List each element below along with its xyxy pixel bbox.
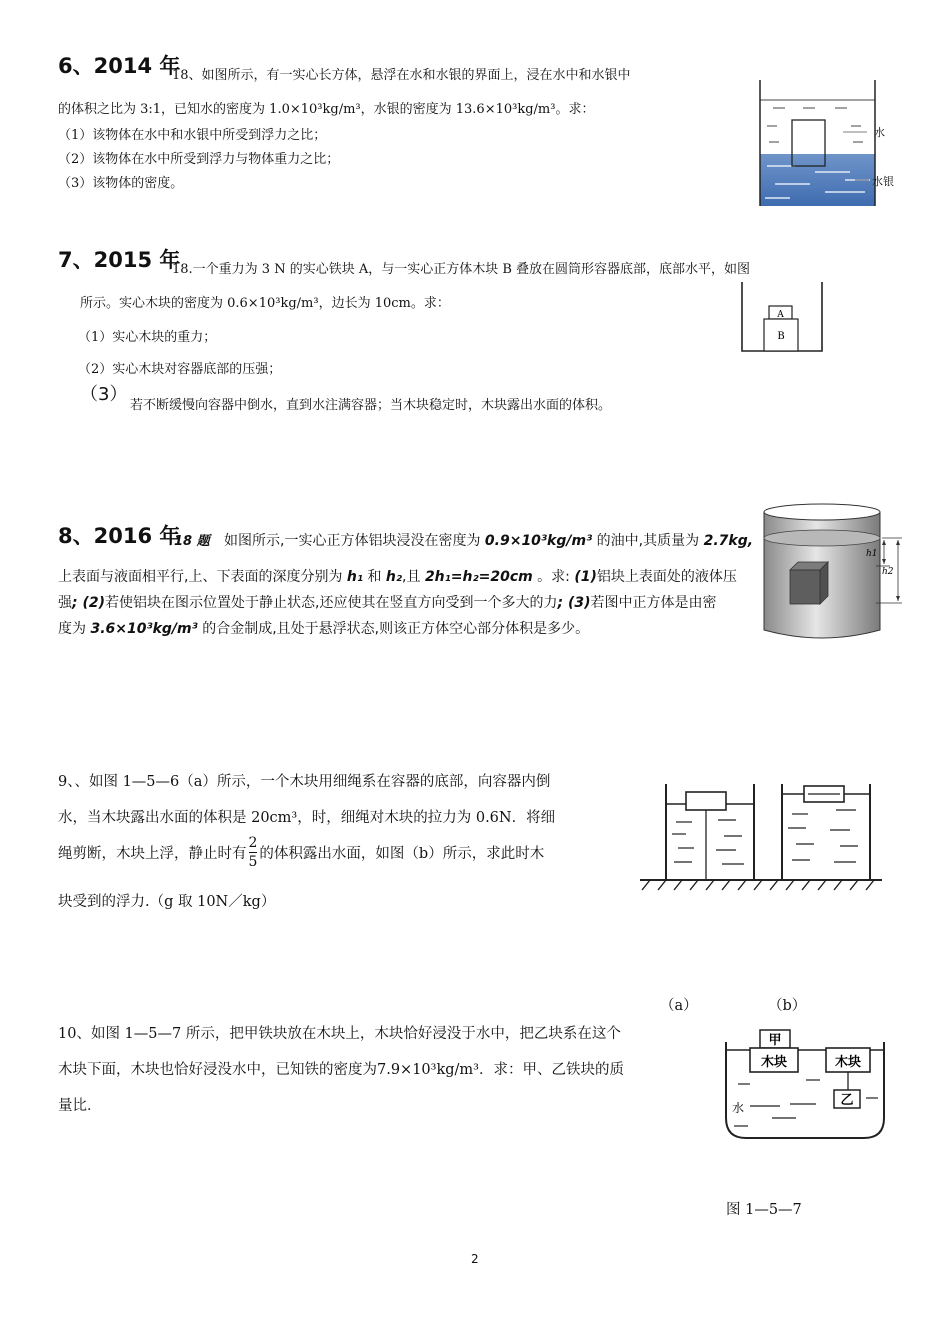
q8-q3: ; (3) xyxy=(557,595,591,611)
q8-line2-a: 上表面与液面相平行,上、下表面的深度分别为 xyxy=(58,569,347,585)
q8-line3-a: 强 xyxy=(58,595,72,611)
q8-q1: (1) xyxy=(574,569,597,585)
q8-tag: 18 题 xyxy=(174,534,210,549)
q9-line3-b: 的体积露出水面，如图（b）所示，求此时木 xyxy=(259,846,545,862)
q8-h1: h₁ xyxy=(346,569,364,585)
q6-heading: 6、2014 年 xyxy=(58,54,181,78)
q8-line1-text xyxy=(224,530,753,550)
q8-line4 xyxy=(58,618,589,638)
page-number: 2 xyxy=(471,1252,479,1266)
q8-line4-a: 度为 xyxy=(58,621,91,637)
q8-line1-b: 的油中,其质量为 xyxy=(592,533,704,549)
q6-item2: （2）该物体在水中所受到浮力与物体重力之比； xyxy=(58,152,340,167)
q6-item1: （1）该物体在水中和水银中所受到浮力之比； xyxy=(58,128,327,143)
q6-label-mercury: 水银 xyxy=(872,175,894,188)
q8-line2-b: ,且 xyxy=(402,569,425,585)
q9-frac-den: 5 xyxy=(248,854,258,870)
q6-item3: （3）该物体的密度。 xyxy=(58,176,184,191)
q10-figure-water: 水 xyxy=(732,1101,745,1115)
q10-line1: 10、如图 1—5—7 所示，把甲铁块放在木块上，木块恰好浸没于水中，把乙块系在这个 xyxy=(58,1026,621,1042)
q7-line1: 18.一个重力为 3 N 的实心铁块 A，与一实心正方体木块 B 叠放在圆筒形容器底部，底部水平，如图 xyxy=(172,262,751,277)
q9-fraction xyxy=(249,836,258,869)
q7-item3-text: 若不断缓慢向容器中倒水，直到水注满容器；当木块稳定时，木块露出水面的体积。 xyxy=(130,398,612,413)
q10-line3: 量比． xyxy=(58,1098,102,1114)
q8-figure-h1: h1 xyxy=(866,549,878,559)
q9-figure xyxy=(636,770,886,894)
q8-line2-c: 。求: xyxy=(532,569,575,585)
q10-figure-jia: 甲 xyxy=(768,1033,782,1048)
q10-figure-caption: 图 1—5—7 xyxy=(726,1202,802,1218)
q6-line1: 18、如图所示，有一实心长方体，悬浮在水和水银的界面上，浸在水中和水银中 xyxy=(172,68,631,83)
q8-line3-b: 若使铝块在图示位置处于静止状态,还应使其在竖直方向受到一个多大的力 xyxy=(105,595,558,611)
q7-figure-label-b: B xyxy=(777,331,785,342)
q6-line2: 的体积之比为 3:1，已知水的密度为 1.0×10³kg/m³，水银的密度为 13.6×10³kg/m³。求： xyxy=(58,102,595,117)
q9-line4: 块受到的浮力.（g 取 10N／kg） xyxy=(58,894,276,910)
q7-figure-label-a: A xyxy=(777,310,784,320)
q8-heading: 8、2016 年 xyxy=(58,524,181,548)
q10-figure-yi: 乙 xyxy=(840,1093,854,1108)
q10-figure-wood1: 木块 xyxy=(760,1055,788,1070)
q8-line1-a: 如图所示,一实心正方体铝块浸没在密度为 xyxy=(224,533,485,549)
q6-label-water: 水 xyxy=(874,126,885,139)
q8-line4-b: 的合金制成,且处于悬浮状态,则该正方体空心部分体积是多少。 xyxy=(197,621,590,637)
q9-frac-num: 2 xyxy=(248,835,258,851)
q8-line2-d: 铝块上表面处的液体压 xyxy=(596,569,737,585)
q10-figure-wood2: 木块 xyxy=(834,1055,862,1070)
q8-figure xyxy=(760,500,910,646)
q8-h2: h₂ xyxy=(385,569,403,585)
q7-heading: 7、2015 年 xyxy=(58,248,181,272)
q8-density-alloy: 3.6×10³kg/m³ xyxy=(90,621,198,637)
q9-line3 xyxy=(58,836,544,869)
q7-item1: （1）实心木块的重力； xyxy=(78,330,217,345)
q7-item3-number: （3） xyxy=(80,384,128,405)
q8-line3-c: 若图中正方体是由密 xyxy=(590,595,717,611)
q9-line3-a: 绳剪断，木块上浮，静止时有 xyxy=(58,846,247,862)
q9-line1: 9、、如图 1—5—6（a）所示，一个木块用细绳系在容器的底部，向容器内倒 xyxy=(58,774,551,790)
q7-line2: 所示。实心木块的密度为 0.6×10³kg/m³，边长为 10cm。求： xyxy=(80,296,450,311)
q10-figure xyxy=(720,1026,890,1142)
q9-line2: 水，当木块露出水面的体积是 20cm³，时，细绳对木块的拉力为 0.6N．将细 xyxy=(58,810,556,826)
q10-line2: 木块下面，木块也恰好浸没水中，已知铁的密度为7.9×10³kg/m³．求：甲、乙铁块的质 xyxy=(58,1062,624,1078)
q8-density-oil: 0.9×10³kg/m³ xyxy=(484,533,593,549)
q8-line2 xyxy=(58,566,737,586)
q9-figure-a-label: （a） xyxy=(660,998,698,1014)
q9-figure-b-label: （b） xyxy=(768,998,807,1014)
q8-line3 xyxy=(58,592,716,612)
q7-item2: （2）实心木块对容器底部的压强； xyxy=(78,362,282,377)
q8-line2-and: 和 xyxy=(363,569,386,585)
q8-equation: 2h₁=h₂=20cm xyxy=(424,569,533,585)
q7-figure xyxy=(740,280,826,354)
q8-mass: 2.7kg, xyxy=(703,533,754,549)
q8-q2: ; (2) xyxy=(72,595,106,611)
q8-figure-h2: h2 xyxy=(882,567,894,577)
